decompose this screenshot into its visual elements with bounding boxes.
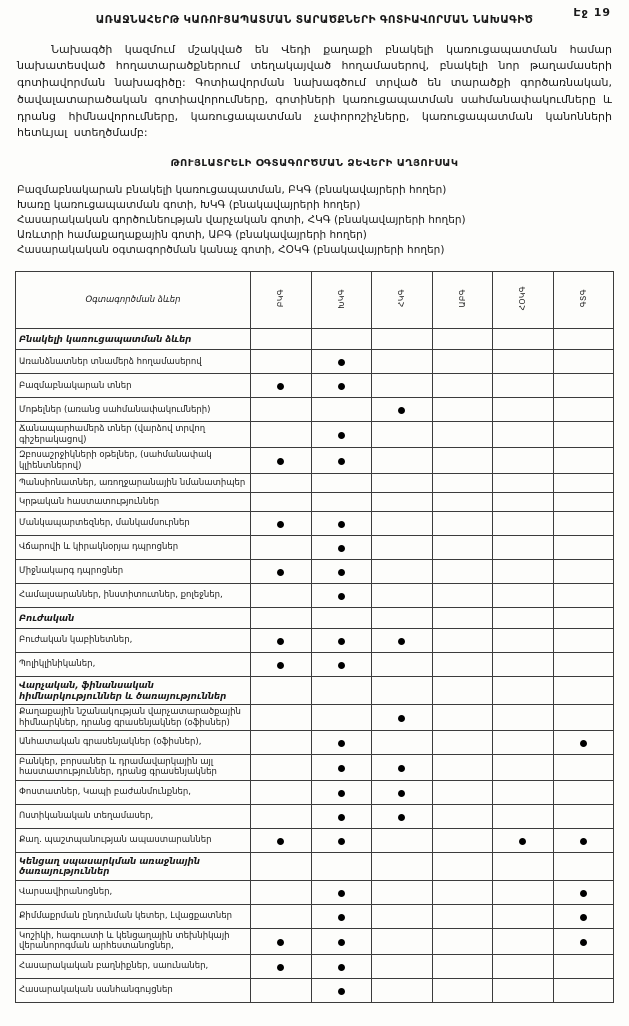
use-cell: [311, 329, 372, 350]
use-cell: [372, 904, 433, 928]
section-row-label: Բնակելի կառուցապատման ձևեր: [16, 329, 251, 350]
use-cell: [493, 804, 554, 828]
permitted-dot-icon: [338, 383, 345, 390]
row-label: Մանկապարտեզներ, մանկամսուրներ: [16, 511, 251, 535]
use-cell: [493, 559, 554, 583]
use-cell: [553, 804, 614, 828]
use-cell: [432, 329, 493, 350]
permitted-dot-icon: [277, 964, 284, 971]
use-cell: [493, 880, 554, 904]
use-cell: [432, 511, 493, 535]
use-cell: [493, 492, 554, 511]
use-cell: [372, 374, 433, 398]
use-cell: [553, 473, 614, 492]
use-cell: [432, 730, 493, 754]
use-cell: [553, 705, 614, 731]
row-label: Բազմաբնակարան տներ: [16, 374, 251, 398]
table-row: [16, 954, 614, 978]
permitted-dot-icon: [519, 838, 526, 845]
use-cell: [553, 374, 614, 398]
use-cell: [372, 828, 433, 852]
use-cell: [553, 350, 614, 374]
table-row: [16, 652, 614, 676]
use-cell: [251, 904, 312, 928]
use-cell: [311, 954, 372, 978]
use-cell: [372, 448, 433, 474]
use-cell: [372, 559, 433, 583]
use-cell: [493, 780, 554, 804]
use-cell: [372, 730, 433, 754]
use-cell: [251, 511, 312, 535]
use-cell: [372, 492, 433, 511]
use-cell: [432, 628, 493, 652]
section-row-label: Կենցաղ սպասարկման առաջնային ծառայություններ: [16, 852, 251, 880]
use-cell: [372, 350, 433, 374]
use-cell: [311, 804, 372, 828]
use-cell: [311, 780, 372, 804]
use-cell: [251, 350, 312, 374]
use-cell: [311, 880, 372, 904]
use-cell: [372, 880, 433, 904]
use-cell: [251, 374, 312, 398]
use-cell: [432, 473, 493, 492]
permitted-dot-icon: [580, 914, 587, 921]
table-body: [16, 329, 614, 1002]
section-row: [16, 329, 614, 350]
use-cell: [311, 374, 372, 398]
legend-line: Հասարակական գործունեության վարչական գոտի, ՀԿԳ (բնակավայրերի հողեր): [17, 213, 466, 226]
permitted-dot-icon: [398, 765, 405, 772]
use-cell: [432, 880, 493, 904]
table-row: [16, 559, 614, 583]
use-cell: [493, 583, 554, 607]
use-cell: [553, 880, 614, 904]
row-label: Բանկեր, բորսաներ և դրամավարկային այլ հաստատություններ, դրանց գրասենյակներ: [16, 754, 251, 780]
permitted-dot-icon: [338, 838, 345, 845]
permitted-dot-icon: [277, 838, 284, 845]
permitted-dot-icon: [277, 569, 284, 576]
use-cell: [553, 730, 614, 754]
use-cell: [372, 329, 433, 350]
table-row: [16, 374, 614, 398]
use-cell: [493, 607, 554, 628]
table-row: [16, 448, 614, 474]
permitted-dot-icon: [580, 838, 587, 845]
use-cell: [493, 448, 554, 474]
section-row: [16, 676, 614, 704]
row-label: Կրթական հաստատություններ: [16, 492, 251, 511]
use-cell: [493, 628, 554, 652]
page-number: Էջ 19: [573, 6, 611, 19]
permitted-dot-icon: [338, 914, 345, 921]
permitted-dot-icon: [338, 939, 345, 946]
legend-line: Առևտրի համաքաղաքային գոտի, ԱԲԳ (բնակավայրերի հողեր): [17, 228, 367, 241]
use-cell: [493, 754, 554, 780]
use-cell: [493, 374, 554, 398]
use-cell: [553, 954, 614, 978]
table-row: [16, 754, 614, 780]
use-cell: [372, 422, 433, 448]
use-cell: [493, 852, 554, 880]
row-label: Զբոսաշրջիկների օթելներ, (սահմանափակ կլիենտներով): [16, 448, 251, 474]
use-cell: [311, 978, 372, 1002]
use-cell: [251, 583, 312, 607]
table-row: [16, 880, 614, 904]
table-row: [16, 978, 614, 1002]
use-cell: [432, 583, 493, 607]
use-cell: [493, 511, 554, 535]
row-label: Քաղ. պաշտպանության ապաստարաններ: [16, 828, 251, 852]
use-cell: [251, 828, 312, 852]
row-label: Քաղաքային նշանակության վարչատարածքային հիմնարկներ, դրանց գրասենյակներ (օֆիսներ): [16, 705, 251, 731]
permitted-dot-icon: [338, 545, 345, 552]
use-cell: [432, 559, 493, 583]
use-cell: [432, 676, 493, 704]
use-cell: [493, 535, 554, 559]
use-cell: [251, 448, 312, 474]
use-cell: [251, 852, 312, 880]
use-cell: [432, 374, 493, 398]
permitted-dot-icon: [398, 790, 405, 797]
legend-line: Բազմաբնակարան բնակելի կառուցապատման, ԲԿԳ (բնակավայրերի հողեր): [17, 183, 447, 196]
use-cell: [493, 676, 554, 704]
use-cell: [432, 780, 493, 804]
use-cell: [432, 904, 493, 928]
use-cell: [553, 652, 614, 676]
row-label: Կոշիկի, հագուստի և կենցաղային տեխնիկայի վերանորոգման արհեստանոցներ,: [16, 928, 251, 954]
use-cell: [311, 928, 372, 954]
row-label: Վճարովի և կիրակնօրյա դպրոցներ: [16, 535, 251, 559]
use-cell: [493, 705, 554, 731]
row-label: Առանձնատներ տնամերձ հողամասերով: [16, 350, 251, 374]
use-cell: [553, 607, 614, 628]
use-cell: [372, 583, 433, 607]
permitted-dot-icon: [277, 383, 284, 390]
use-cell: [311, 852, 372, 880]
row-label: Բուժական կաբինետներ,: [16, 628, 251, 652]
permitted-dot-icon: [338, 740, 345, 747]
permitted-dot-icon: [338, 521, 345, 528]
table-row: [16, 350, 614, 374]
permitted-dot-icon: [277, 521, 284, 528]
use-cell: [372, 804, 433, 828]
use-cell: [311, 511, 372, 535]
permitted-dot-icon: [580, 890, 587, 897]
use-cell: [251, 559, 312, 583]
permitted-dot-icon: [338, 790, 345, 797]
permitted-dot-icon: [338, 765, 345, 772]
use-cell: [432, 754, 493, 780]
use-cell: [251, 473, 312, 492]
use-cell: [553, 448, 614, 474]
use-cell: [432, 928, 493, 954]
permitted-dot-icon: [338, 458, 345, 465]
row-label: Ոստիկանական տեղամասեր,: [16, 804, 251, 828]
table-row: [16, 705, 614, 731]
use-cell: [251, 730, 312, 754]
use-cell: [251, 607, 312, 628]
use-cell: [432, 978, 493, 1002]
section-row: [16, 852, 614, 880]
use-cell: [372, 954, 433, 978]
use-cell: [311, 730, 372, 754]
use-cell: [372, 607, 433, 628]
use-cell: [432, 448, 493, 474]
permitted-dot-icon: [580, 939, 587, 946]
zone-column-header: [493, 272, 554, 329]
permitted-dot-icon: [277, 638, 284, 645]
use-cell: [251, 705, 312, 731]
use-cell: [553, 628, 614, 652]
use-cell: [311, 398, 372, 422]
use-cell: [432, 705, 493, 731]
row-label: Ճանապարհամերձ տներ (վարձով տրվող գիշերակացով): [16, 422, 251, 448]
table-row: [16, 473, 614, 492]
table-row: [16, 535, 614, 559]
zone-column-header: [251, 272, 312, 329]
use-cell: [311, 559, 372, 583]
section-row-label: Վարչական, ֆինանսական հիմնարկություններ և ծառայություններ: [16, 676, 251, 704]
row-label: Քիմմաքրման ընդունման կետեր, Լվացքատներ: [16, 904, 251, 928]
permitted-dot-icon: [338, 988, 345, 995]
use-cell: [251, 676, 312, 704]
permitted-dot-icon: [338, 432, 345, 439]
use-cell: [372, 928, 433, 954]
use-cell: [493, 954, 554, 978]
table-section-heading: ԹՈՒՅԼԱՏՐԵԼԻ ՕԳՏԱԳՈՐԾՄԱՆ ՁԵՎԵՐԻ ԱՂՅՈՒՍԱԿ: [170, 157, 459, 169]
row-label: Վարսավիրանոցներ,: [16, 880, 251, 904]
permitted-dot-icon: [338, 662, 345, 669]
row-label: Փոստատներ, Կապի բաժանմունքներ,: [16, 780, 251, 804]
use-cell: [251, 422, 312, 448]
use-cell: [251, 804, 312, 828]
use-cell: [553, 422, 614, 448]
use-cell: [251, 754, 312, 780]
use-cell: [311, 422, 372, 448]
use-cell: [311, 448, 372, 474]
use-cell: [553, 398, 614, 422]
use-cell: [553, 559, 614, 583]
use-cell: [493, 473, 554, 492]
permitted-dot-icon: [338, 890, 345, 897]
use-cell: [553, 329, 614, 350]
permitted-dot-icon: [398, 407, 405, 414]
permitted-dot-icon: [338, 964, 345, 971]
use-cell: [372, 780, 433, 804]
use-cell: [311, 492, 372, 511]
use-cell: [432, 535, 493, 559]
table-row: [16, 928, 614, 954]
permitted-dot-icon: [398, 638, 405, 645]
table-row: [16, 583, 614, 607]
uses-column-header: Օգտագործման ձևեր: [16, 272, 251, 329]
use-cell: [553, 754, 614, 780]
use-cell: [493, 904, 554, 928]
use-cell: [432, 652, 493, 676]
table-row: [16, 904, 614, 928]
document-title: ԱՌԱՋՆԱՀԵՐԹ ԿԱՌՈՒՑԱՊԱՏՄԱՆ ՏԱՐԱԾՔՆԵՐԻ ԳՈՏԻԱՎՈՐՄԱՆ ՆԱԽԱԳԻԾ: [95, 14, 534, 26]
use-cell: [432, 607, 493, 628]
use-cell: [311, 628, 372, 652]
use-cell: [311, 828, 372, 852]
permitted-uses-table: [15, 271, 614, 1002]
use-cell: [493, 652, 554, 676]
zone-column-header: [432, 272, 493, 329]
row-label: Միջնակարգ դպրոցներ: [16, 559, 251, 583]
use-cell: [372, 398, 433, 422]
use-cell: [432, 422, 493, 448]
use-cell: [432, 804, 493, 828]
zone-abbreviations-legend: [17, 183, 612, 258]
use-cell: [493, 350, 554, 374]
use-cell: [372, 676, 433, 704]
use-cell: [493, 828, 554, 852]
use-cell: [553, 511, 614, 535]
use-cell: [251, 628, 312, 652]
permitted-dot-icon: [338, 814, 345, 821]
use-cell: [432, 852, 493, 880]
use-cell: [251, 780, 312, 804]
use-cell: [553, 535, 614, 559]
zone-column-header-label: ԽԿԳ: [336, 288, 346, 309]
section-row: [16, 607, 614, 628]
use-cell: [553, 928, 614, 954]
row-label: Պոլիկլինիկաներ,: [16, 652, 251, 676]
use-cell: [493, 928, 554, 954]
permitted-dot-icon: [398, 814, 405, 821]
table-row: [16, 422, 614, 448]
use-cell: [432, 828, 493, 852]
use-cell: [372, 511, 433, 535]
table-header: [16, 272, 614, 329]
permitted-dot-icon: [338, 359, 345, 366]
zone-column-header: [311, 272, 372, 329]
intro-paragraph: Նախագծի կազմում մշակված են Վեդի քաղաքի բնակելի կառուցապատման համար նախատեսված հողատարածքներում տեղակայված հողամասերով, բնակելի նոր թաղամասերի գոտիավորման նախագիծը: Գոտիավորման նախագծում տրված են տարածքի գործառնական, ծավալատարածական գոտիավորումները, գոտիների կառուցապատման սահմանափակումները և դրանց հիմնավորումները, կառուցապատման չափորոշիչները, կառուցապատման կանոնների հետևյալ ստեղծմամբ:: [17, 42, 612, 140]
permitted-dot-icon: [277, 939, 284, 946]
row-label: Հասարակական սանհանգույցներ: [16, 978, 251, 1002]
table-row: [16, 804, 614, 828]
use-cell: [493, 422, 554, 448]
zone-column-header: [372, 272, 433, 329]
use-cell: [372, 978, 433, 1002]
use-cell: [553, 492, 614, 511]
row-label: Հասարակական բաղնիքներ, սաունաներ,: [16, 954, 251, 978]
permitted-dot-icon: [338, 593, 345, 600]
use-cell: [311, 583, 372, 607]
table-row: [16, 511, 614, 535]
permitted-dot-icon: [277, 458, 284, 465]
table-row: [16, 628, 614, 652]
row-label: Անհատական գրասենյակներ (օֆիսներ),: [16, 730, 251, 754]
permitted-dot-icon: [338, 569, 345, 576]
use-cell: [311, 676, 372, 704]
use-cell: [372, 652, 433, 676]
use-cell: [372, 628, 433, 652]
use-cell: [493, 730, 554, 754]
use-cell: [251, 652, 312, 676]
use-cell: [251, 954, 312, 978]
use-cell: [311, 607, 372, 628]
use-cell: [311, 350, 372, 374]
permitted-dot-icon: [398, 715, 405, 722]
use-cell: [251, 880, 312, 904]
use-cell: [553, 828, 614, 852]
use-cell: [553, 852, 614, 880]
use-cell: [372, 754, 433, 780]
use-cell: [311, 705, 372, 731]
use-cell: [553, 676, 614, 704]
section-row-label: Բուժական: [16, 607, 251, 628]
use-cell: [432, 398, 493, 422]
use-cell: [432, 350, 493, 374]
use-cell: [493, 398, 554, 422]
use-cell: [311, 652, 372, 676]
legend-line: Խառը կառուցապատման գոտի, ԽԿԳ (բնակավայրերի հողեր): [17, 198, 361, 211]
legend-line: Հասարակական օգտագործման կանաչ գոտի, ՀՕԿԳ (բնակավայրերի հողեր): [17, 243, 445, 256]
use-cell: [311, 473, 372, 492]
use-cell: [251, 398, 312, 422]
zone-column-header-label: ԳՏԳ: [578, 289, 588, 308]
zone-column-header: [553, 272, 614, 329]
use-cell: [493, 329, 554, 350]
table-row: [16, 828, 614, 852]
use-cell: [372, 473, 433, 492]
use-cell: [372, 852, 433, 880]
table-row: [16, 780, 614, 804]
use-cell: [251, 978, 312, 1002]
row-label: Համալսարաններ, ինստիտուտներ, քոլեջներ,: [16, 583, 251, 607]
permitted-dot-icon: [338, 638, 345, 645]
row-label: Պանսիոնատներ, առողջարանային նմանատիպեր: [16, 473, 251, 492]
use-cell: [553, 978, 614, 1002]
table-row: [16, 492, 614, 511]
zone-column-header-label: ՀԿԳ: [397, 289, 406, 308]
use-cell: [432, 492, 493, 511]
permitted-dot-icon: [277, 662, 284, 669]
zone-column-header-label: ՀՕԿԳ: [518, 286, 527, 311]
table-header-row: [16, 272, 614, 329]
permitted-dot-icon: [580, 740, 587, 747]
use-cell: [553, 583, 614, 607]
use-cell: [251, 492, 312, 511]
row-label: Մոթելներ (առանց սահմանափակումների): [16, 398, 251, 422]
use-cell: [553, 904, 614, 928]
use-cell: [372, 535, 433, 559]
use-cell: [311, 754, 372, 780]
use-cell: [553, 780, 614, 804]
use-cell: [432, 954, 493, 978]
table-row: [16, 730, 614, 754]
use-cell: [311, 904, 372, 928]
table-row: [16, 398, 614, 422]
use-cell: [251, 535, 312, 559]
use-cell: [372, 705, 433, 731]
use-cell: [251, 928, 312, 954]
use-cell: [251, 329, 312, 350]
zone-column-header-label: ԲԿԳ: [276, 289, 285, 308]
zone-column-header-label: ԱԲԳ: [457, 289, 467, 308]
use-cell: [493, 978, 554, 1002]
use-cell: [311, 535, 372, 559]
